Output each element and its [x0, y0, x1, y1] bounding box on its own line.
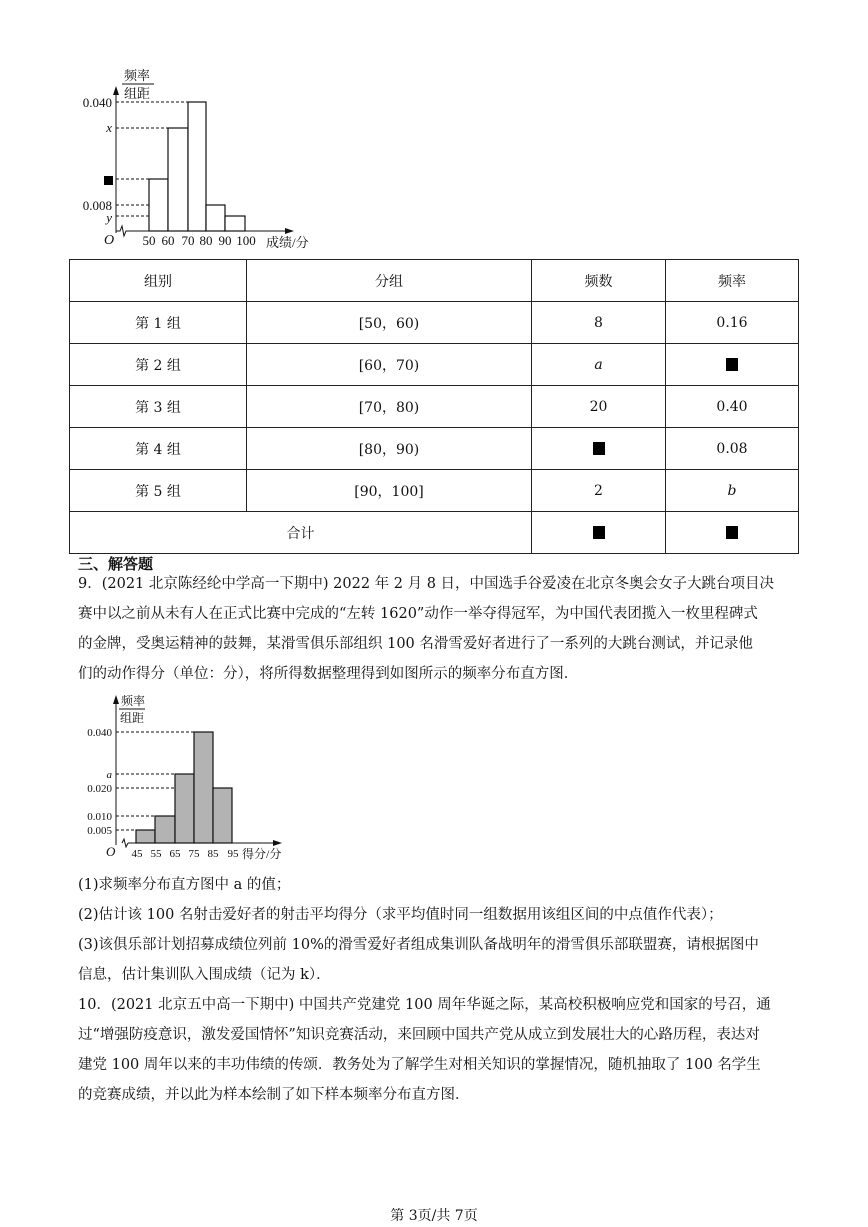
table-row: [70, 428, 799, 470]
ytick-0040: 0.040: [82, 95, 112, 110]
cell-count: 8: [532, 302, 666, 344]
histogram-1: [0, 0, 340, 260]
cell-freq: 0.40: [666, 386, 799, 428]
ylabel-bottom: 组距: [120, 711, 145, 725]
ytick-hidden-square: [104, 176, 113, 185]
histogram-2: [0, 690, 300, 870]
cell-count: 20: [532, 386, 666, 428]
xtick: 60: [161, 233, 175, 248]
xtick: 45: [131, 848, 143, 860]
ytick-x: x: [106, 120, 112, 135]
header-count: 频数: [532, 260, 666, 302]
ylabel-bottom: 组距: [124, 86, 151, 101]
cell-group: 第 5 组: [70, 470, 247, 512]
xtick: 75: [188, 848, 200, 860]
table-row: [70, 470, 799, 512]
xtick: 85: [207, 848, 219, 860]
cell-freq: 0.08: [666, 428, 799, 470]
ytick-0010: 0.010: [87, 811, 112, 823]
ylabel-top: 频率: [121, 694, 146, 708]
hidden-square-icon: [593, 442, 605, 455]
cell-group: 第 4 组: [70, 428, 247, 470]
xtick: 55: [150, 848, 162, 860]
ytick-0008: 0.008: [82, 198, 112, 213]
q9-sub2: (2)估计该 100 名射击爱好者的射击平均得分（求平均值时同一组数据用该组区间的中点值作代表）；: [78, 907, 723, 923]
question-9-subparts: [78, 870, 800, 990]
q9-line: 的金牌，受奥运精神的鼓舞，某滑雪俱乐部组织 100 名滑雪爱好者进行了一系列的大跳台测试，并记录他: [78, 636, 753, 652]
cell-interval: [90，100]: [247, 470, 532, 512]
xtick: 95: [227, 848, 239, 860]
ytick-a: a: [106, 769, 112, 781]
xtick: 80: [199, 233, 213, 248]
q10-line: 10．(2021 北京五中高一下期中) 中国共产党建党 100 周年华诞之际，某高校积极响应党和国家的号召，通: [78, 997, 771, 1013]
bar-45-55: [136, 830, 155, 843]
header-interval: 分组: [247, 260, 532, 302]
bar-60-70: [168, 128, 188, 231]
xtick: 50: [142, 233, 156, 248]
cell-total-label: 合计: [70, 512, 532, 554]
bar-75-85: [194, 732, 213, 843]
question-9: [78, 569, 800, 689]
cell-interval: [50，60): [247, 302, 532, 344]
bar-85-95: [213, 788, 232, 843]
cell-group: 第 2 组: [70, 344, 247, 386]
frequency-table: [69, 259, 799, 554]
table-row: [70, 344, 799, 386]
xlabel: 得分/分: [242, 847, 282, 861]
table-row: [70, 386, 799, 428]
cell-count: 2: [532, 470, 666, 512]
ytick-0005: 0.005: [87, 825, 112, 837]
bar-65-75: [175, 774, 194, 843]
q9-line: 赛中以之前从未有人在正式比赛中完成的“左转 1620”动作一举夺得冠军，为中国代表团揽入一枚里程碑式: [78, 606, 758, 622]
hidden-square-icon: [593, 526, 605, 539]
section-title: 三、解答题: [78, 555, 154, 573]
cell-interval: [80，90): [247, 428, 532, 470]
table-total-row: [70, 512, 799, 554]
q9-sub3-line2: 信息，估计集训队入围成绩（记为 k）．: [78, 967, 331, 983]
origin-label: O: [106, 844, 116, 859]
q9-sub3-line1: (3)该俱乐部计划招募成绩位列前 10%的滑雪爱好者组成集训队备战明年的滑雪俱乐部联盟赛，请根据图中: [78, 937, 759, 953]
bar-55-65: [155, 816, 175, 843]
ytick-0040: 0.040: [87, 727, 112, 739]
cell-count-hidden: [532, 428, 666, 470]
cell-interval: [70，80): [247, 386, 532, 428]
cell-interval: [60，70): [247, 344, 532, 386]
cell-freq-hidden: [666, 344, 799, 386]
xlabel: 成绩/分: [266, 235, 309, 250]
q10-line: 建党 100 周年以来的丰功伟绩的传颂．教务处为了解学生对相关知识的掌握情况，随机抽取了 100 名学生: [78, 1057, 761, 1073]
cell-group: 第 3 组: [70, 386, 247, 428]
q10-line: 过“增强防疫意识，激发爱国情怀”知识竞赛活动，来回顾中国共产党从成立到发展壮大的心路历程，表达对: [78, 1027, 760, 1043]
xtick: 100: [236, 233, 256, 248]
cell-group: 第 1 组: [70, 302, 247, 344]
page-footer: 第 3页/共 7页: [390, 1208, 478, 1224]
xtick: 70: [181, 233, 195, 248]
xtick: 90: [218, 233, 232, 248]
header-freq: 频率: [666, 260, 799, 302]
bar-80-90: [206, 205, 225, 231]
hidden-square-icon: [726, 526, 738, 539]
xtick: 65: [169, 848, 181, 860]
q9-line: 们的动作得分（单位：分），将所得数据整理得到如图所示的频率分布直方图．: [78, 666, 579, 682]
cell-freq: 0.16: [666, 302, 799, 344]
ytick-y: y: [106, 210, 112, 225]
origin-label: O: [104, 233, 115, 248]
q9-sub1: (1)求频率分布直方图中 a 的值；: [78, 877, 291, 893]
cell-total-count: [532, 512, 666, 554]
table-row: [70, 302, 799, 344]
bar-70-80: [188, 102, 206, 231]
q10-line: 的竞赛成绩，并以此为样本绘制了如下样本频率分布直方图．: [78, 1087, 470, 1103]
hidden-square-icon: [726, 358, 738, 371]
table-header-row: [70, 260, 799, 302]
header-group: 组别: [70, 260, 247, 302]
cell-total-freq: [666, 512, 799, 554]
bar-90-100: [225, 216, 245, 231]
cell-count: a: [532, 344, 666, 386]
ylabel-top: 频率: [124, 68, 151, 83]
question-10: [78, 990, 800, 1110]
bar-50-60: [149, 179, 168, 231]
cell-freq: b: [666, 470, 799, 512]
ytick-0020: 0.020: [87, 783, 112, 795]
q9-line: 9．(2021 北京陈经纶中学高一下期中) 2022 年 2 月 8 日，中国选手谷爱凌在北京冬奥会女子大跳台项目决: [78, 576, 775, 592]
